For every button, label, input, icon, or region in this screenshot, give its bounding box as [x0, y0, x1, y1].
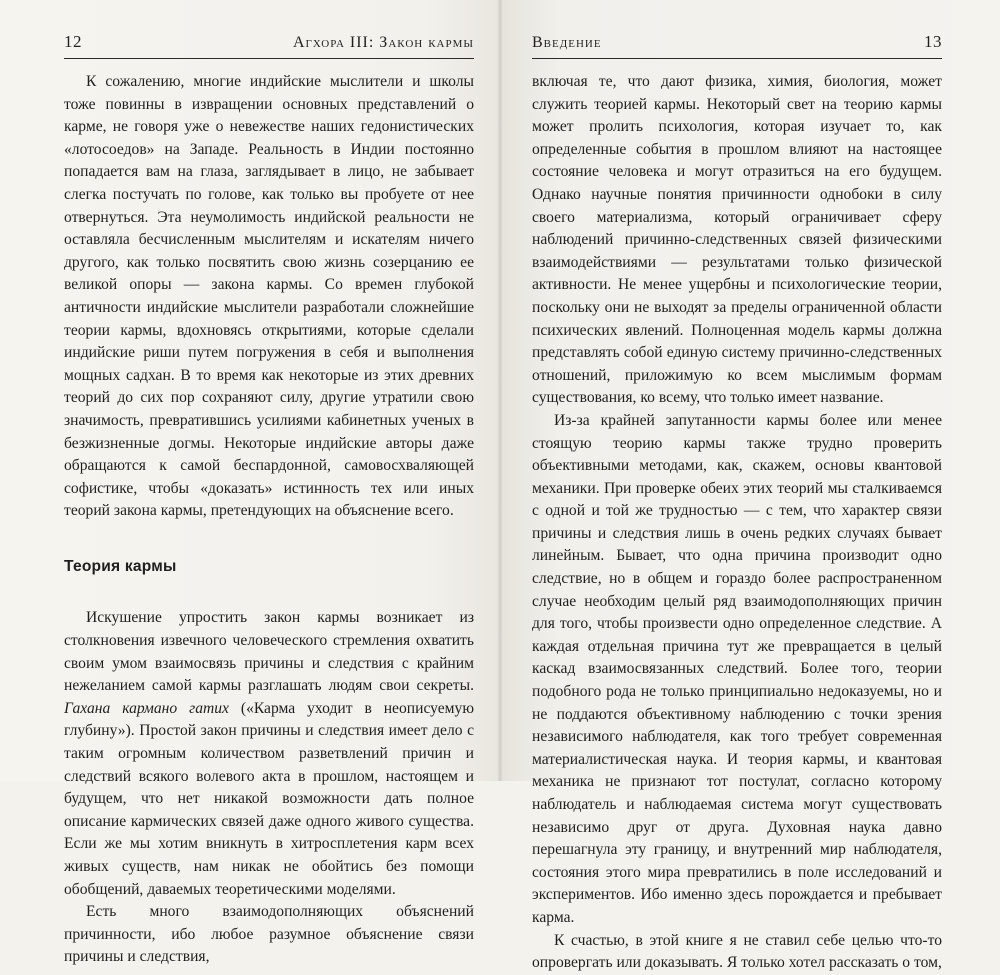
left-page-number: 12 [64, 32, 82, 51]
right-paragraph-2: Из-за крайней запутанности кармы более или менее стоящую теорию кармы также трудно проверить объективными методами, как, скажем, основы квантовой механики. При проверке обеих этих теорий мы сталкиваемся с одной и той же трудностью — с тем, что характер связи причины и следствия лишь в очень редких случаях бывает линейным. Бывает, что одна причина производит одно следствие, но в общем и гораздо более распространенном случае необходим целый ряд взаимодополняющих причин для того, чтобы произвести одно определенное следствие. А каждая отдельная причина тут же превращается в целый каскад взаимосвязанных следствий. Более того, теории подобного рода не только принципиально недоказуемы, но и не поддаются объективному наблюдению с точки зрения независимого наблюдателя, как того требует современная материалистическая наука. И теория кармы, и квантовая механика не признают тот постулат, согласно которому наблюдатель и наблюдаемая система могут существовать независимо друг от друга. Духовная наука давно перешагнула эту границу, и внутренний мир наблюдателя, состояния этого мира превратились в поле исследований и экспериментов. Ибо именно здесь порождается и пребывает карма. [532, 411, 942, 926]
right-running-head [532, 32, 942, 59]
right-running-title: Введение [532, 34, 602, 51]
right-paragraph-1: включая те, что дают физика, химия, биология, может служить теорией кармы. Некоторый свет на теорию кармы может пролить психология, которая изучает то, как определенные события в прошлом влияют на настоящее состояние человека и могут отразиться на его будущем. Однако научные понятия причинности однобоки в силу своего материализма, который ограничивает сферу наблюдений причинно-следственных связей физическими взаимодействиями — результатами только физической активности. Не менее ущербны и психологические теории, поскольку они не выходят за пределы ограниченной области психических явлений. Полноценная модель кармы должна представлять собой единую систему причинно-следственных отношений, приложимую ко всем мыслимым формам существования, ко всему, что только имеет название. [532, 73, 942, 407]
right-paragraph-3: К счастью, в этой книге я не ставил себе целью что-то опровергать или доказывать. Я только хотел рассказать о том, [532, 931, 942, 972]
right-body-text [532, 71, 942, 975]
book-spine-shadow [497, 0, 503, 781]
left-paragraph-2-start: Искушение упростить закон кармы возникает из столкновения извечного человеческого стремления охватить своим умом взаимосвязь причины и следствия с крайним нежеланием самой кармы разглашать людям свои секреты. [64, 609, 474, 695]
left-body-text [64, 71, 474, 969]
left-paragraph-3: Есть много взаимодополняющих объяснений причинности, ибо любое разумное объяснение связи причины и следствия, [64, 903, 474, 966]
left-paragraph-2-italic: Гахана кармано гатих [64, 699, 229, 717]
right-page [500, 0, 1000, 972]
section-heading: Теория кармы [64, 557, 177, 575]
left-running-head [64, 32, 474, 59]
right-page-number: 13 [924, 32, 942, 51]
left-paragraph-2 [64, 607, 474, 901]
left-page [0, 0, 500, 966]
left-paragraph-1: К сожалению, многие индийские мыслители и школы тоже повинны в извращении основных представлений о карме, не говоря уже о невежестве наших гедонистических «лотосоедов» на Западе. Реальность в Индии постоянно попадается вам на глаза, заглядывает в лицо, не забывает слегка постучать по голове, как только вы пробуете от нее отвернуться. Эта неумолимость индийской реальности не оставляла бесчисленным мыслителям и искателям ничего другого, как только посвятить свою жизнь созерцанию ее великой опоры — закона кармы. Со времен глубокой античности индийские мыслители разработали сложнейшие теории кармы, вдохновясь открытиями, которые сделали индийские риши путем погружения в себя и выполнения мощных садхан. В то время как некоторые из этих древних теорий до сих пор сохраняют силу, другие утратили свою значимость, превратившись усилиями кабинетных ученых в безжизненные догмы. Некоторые индийские авторы даже обращаются к самой беспардонной, самовосхваляющей софистике, чтобы «доказать» истинность тех или иных теорий закона кармы, претендующих на объяснение всего. [64, 73, 474, 520]
left-paragraph-2-end: («Карма уходит в неописуемую глубину»). Простой закон причины и следствия имеет дело с таким огромным количеством разветвлений причин и следствий всякого волевого акта в прошлом, настоящем и будущем, что нет никакой возможности дать полное описание кармических связей даже одного живого существа. Если же мы хотим вникнуть в хитросплетения карм всех живых существ, нам никак не обойтись без помощи обобщений, даваемых теоретическими моделями. [64, 699, 474, 898]
left-running-title: Агхора III: Закон кармы [292, 34, 474, 51]
